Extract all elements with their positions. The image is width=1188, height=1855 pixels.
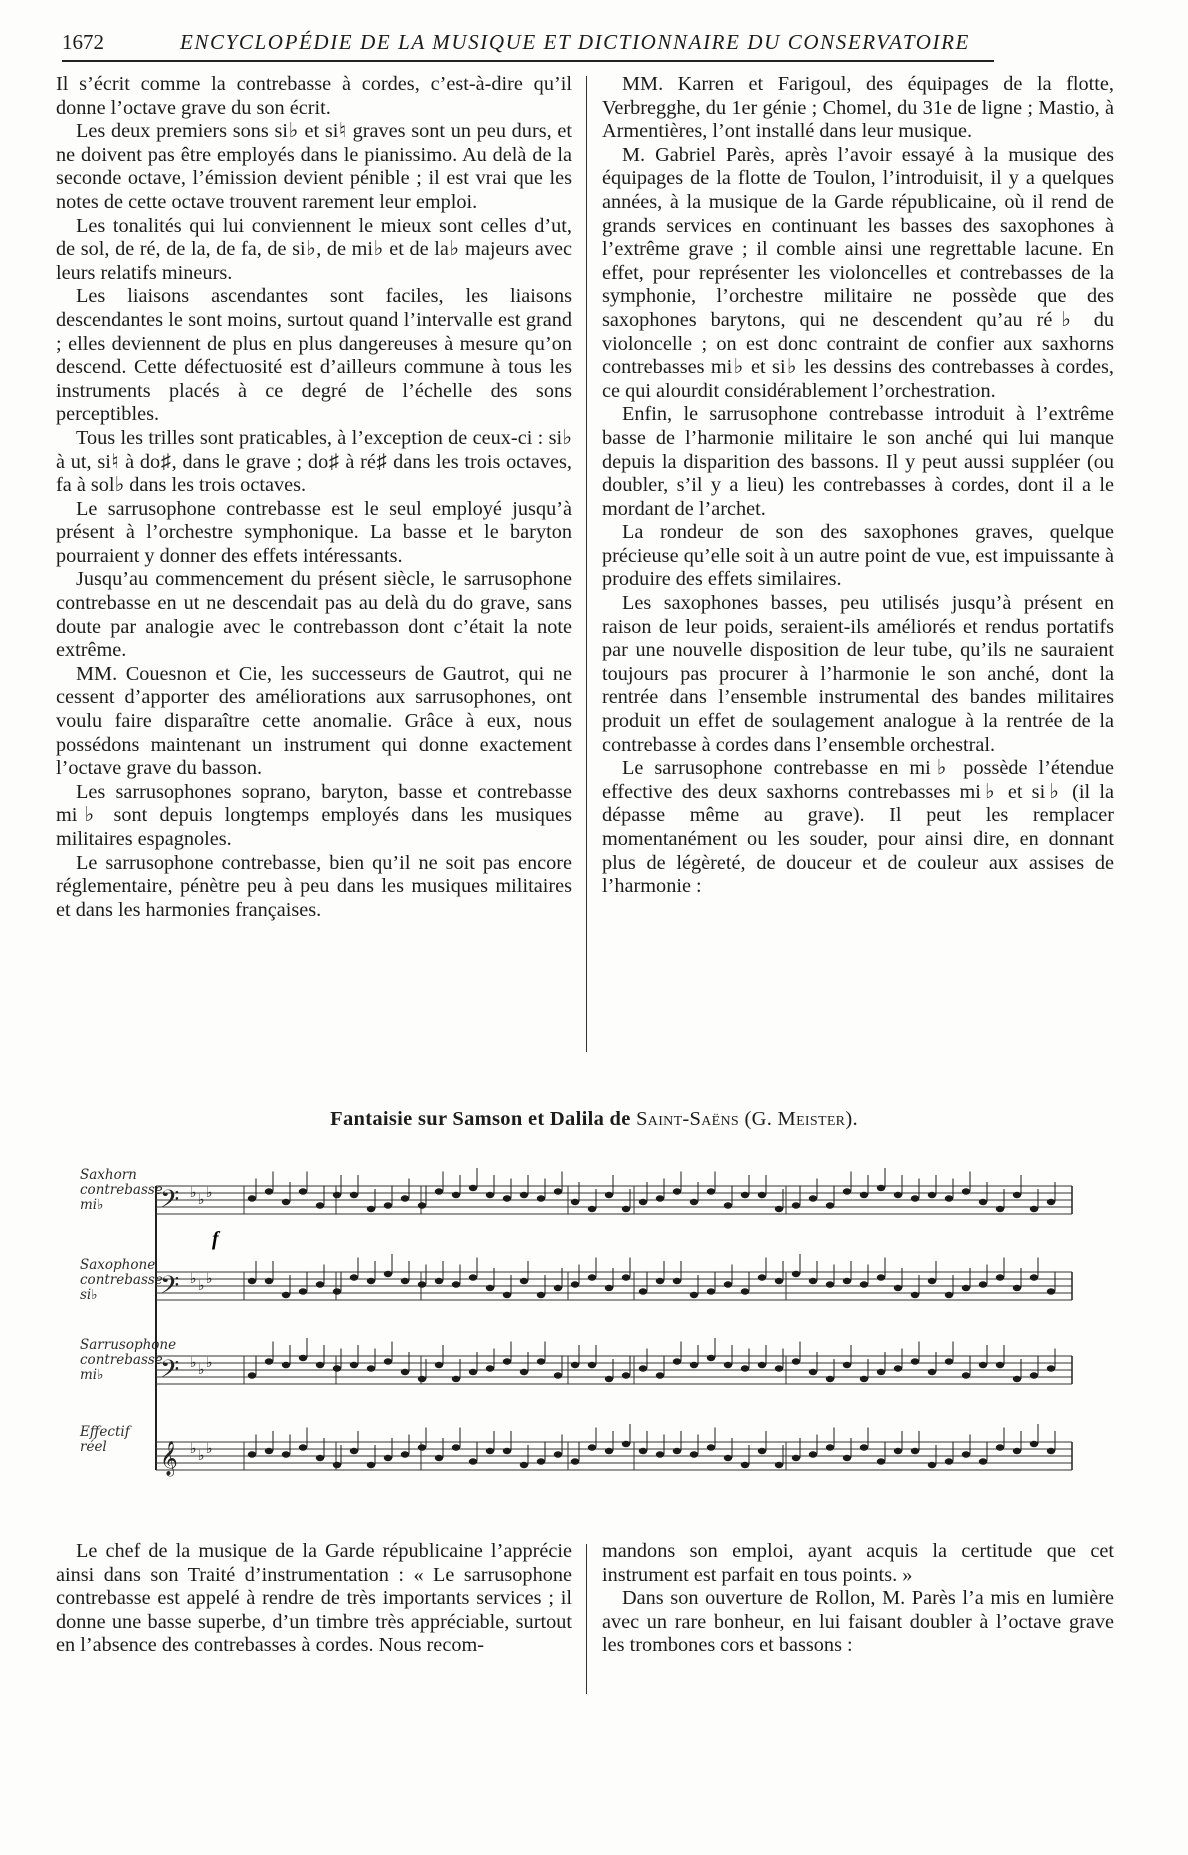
paragraph: Tous les trilles sont praticables, à l’exception de ceux-ci : si♭ à ut, si♮ à do♯, dans le grave ; do♯ à ré♯ dans les trois octaves, fa à sol♭ dans les trois octaves. <box>56 426 572 497</box>
paragraph: Les tonalités qui lui conviennent le mieux sont celles d’ut, de sol, de ré, de la, de fa, de si♭, de mi♭ et de la♭ majeurs avec leurs relatifs mineurs. <box>56 214 572 284</box>
notehead <box>384 1271 392 1277</box>
notehead <box>316 1202 324 1208</box>
notehead <box>911 1448 919 1454</box>
notehead <box>911 1195 919 1201</box>
notehead <box>367 1365 375 1371</box>
notehead <box>435 1455 443 1461</box>
notehead <box>775 1365 783 1371</box>
notehead <box>605 1376 613 1382</box>
notehead <box>860 1444 868 1450</box>
column-divider <box>586 1544 587 1694</box>
notehead <box>520 1369 528 1375</box>
notehead <box>452 1376 460 1382</box>
clef-glyph: 𝄢 <box>160 1271 180 1306</box>
notehead <box>724 1281 732 1287</box>
flat-glyph: ♭ <box>206 1185 213 1201</box>
notehead <box>520 1278 528 1284</box>
notehead <box>1047 1365 1055 1371</box>
notehead <box>962 1372 970 1378</box>
notehead <box>911 1358 919 1364</box>
notehead <box>486 1448 494 1454</box>
notehead <box>945 1458 953 1464</box>
page-header <box>62 26 994 62</box>
notehead <box>333 1462 341 1468</box>
paragraph: Les saxophones basses, peu utilisés jusqu’à présent en raison de leur poids, seraient-ils améliorés et rendus portatifs par une nouvelle disposition de leur tube, qu’ils ne sauraient toujours pas procurer à l’harmonie le son anché, dont la rentrée dans l’ensemble instrumental des bandes militaires produit un effet de soulagement analogue à la rentrée de la contrebasse à cordes dans l’ensemble orchestral. <box>602 592 1114 756</box>
notehead <box>894 1448 902 1454</box>
notehead <box>469 1274 477 1280</box>
notehead <box>707 1188 715 1194</box>
paragraph: Les liaisons ascendantes sont faciles, les liaisons descendantes le sont moins, surtout quand l’intervalle est grand ; elles deviennent de plus en plus dangereuses à mesure qu’on descend. Cette défectuosité est d’ailleurs commune à tous les instruments placés à ce degré de l’échelle des sons perceptibles. <box>56 285 572 426</box>
instrument-label: Saxophone contrebasse si♭ <box>80 1257 163 1303</box>
notehead <box>452 1192 460 1198</box>
notehead <box>469 1458 477 1464</box>
notehead <box>571 1458 579 1464</box>
notehead <box>809 1195 817 1201</box>
notehead <box>809 1369 817 1375</box>
notehead <box>486 1285 494 1291</box>
bottom-right-column <box>602 1540 1114 1658</box>
score-composer: Saint-Saëns <box>636 1108 740 1130</box>
notehead <box>707 1444 715 1450</box>
flat-glyph: ♭ <box>198 1278 205 1294</box>
left-column <box>56 73 572 922</box>
notehead <box>571 1281 579 1287</box>
flat-glyph: ♭ <box>206 1441 213 1457</box>
notehead <box>826 1444 834 1450</box>
notehead <box>792 1455 800 1461</box>
notehead <box>418 1202 426 1208</box>
flat-glyph: ♭ <box>190 1441 197 1457</box>
notehead <box>605 1448 613 1454</box>
notehead <box>945 1292 953 1298</box>
notehead <box>435 1278 443 1284</box>
notehead <box>333 1192 341 1198</box>
notehead <box>656 1195 664 1201</box>
notehead <box>299 1188 307 1194</box>
paragraph: La rondeur de son des saxophones graves, quelque précieuse qu’elle soit à un autre point de vue, est impuissante à produire des effets similaires. <box>602 521 1114 591</box>
notehead <box>248 1195 256 1201</box>
instrument-label: Sarrusophone contrebasse mi♭ <box>80 1337 177 1383</box>
notehead <box>724 1202 732 1208</box>
notehead <box>469 1369 477 1375</box>
notehead <box>707 1288 715 1294</box>
notehead <box>503 1292 511 1298</box>
notehead <box>1030 1441 1038 1447</box>
notehead <box>401 1278 409 1284</box>
score-caption <box>0 1108 1188 1131</box>
notehead <box>1047 1288 1055 1294</box>
notehead <box>503 1195 511 1201</box>
notehead <box>656 1278 664 1284</box>
notehead <box>1013 1285 1021 1291</box>
notehead <box>265 1448 273 1454</box>
notehead <box>758 1274 766 1280</box>
notehead <box>299 1288 307 1294</box>
paragraph: Enfin, le sarrusophone contrebasse introduit à l’extrême basse de l’harmonie militaire le son anché qui lui manque depuis la disparition des bassons. Il y peut aussi suppléer (ou doubler, s’il y a lieu) les contrebasses à cordes, dont il a le mordant de l’archet. <box>602 403 1114 520</box>
notehead <box>401 1369 409 1375</box>
notehead <box>333 1365 341 1371</box>
notehead <box>639 1448 647 1454</box>
notehead <box>758 1192 766 1198</box>
notehead <box>1013 1448 1021 1454</box>
right-column <box>602 73 1114 899</box>
notehead <box>588 1362 596 1368</box>
notehead <box>894 1285 902 1291</box>
notehead <box>1030 1274 1038 1280</box>
notehead <box>996 1444 1004 1450</box>
notehead <box>316 1281 324 1287</box>
clef-glyph: 𝄢 <box>160 1355 180 1390</box>
notehead <box>435 1188 443 1194</box>
score-staves <box>66 1160 1086 1490</box>
notehead <box>639 1288 647 1294</box>
notehead <box>979 1362 987 1368</box>
notehead <box>775 1278 783 1284</box>
notehead <box>537 1292 545 1298</box>
notehead <box>996 1206 1004 1212</box>
notehead <box>571 1199 579 1205</box>
notehead <box>826 1202 834 1208</box>
notehead <box>979 1199 987 1205</box>
clef-glyph: 𝄢 <box>160 1185 180 1220</box>
paragraph: Jusqu’au commencement du présent siècle, le sarrusophone contrebasse en ut ne descendait pas au delà du do grave, sans doute par analogie avec le contrebasson dont c’était la note extrême. <box>56 568 572 662</box>
notehead <box>316 1362 324 1368</box>
notehead <box>673 1188 681 1194</box>
notehead <box>588 1444 596 1450</box>
notehead <box>537 1195 545 1201</box>
notehead <box>605 1192 613 1198</box>
notehead <box>435 1362 443 1368</box>
notehead <box>282 1451 290 1457</box>
notehead <box>758 1448 766 1454</box>
notehead <box>1047 1199 1055 1205</box>
notehead <box>690 1292 698 1298</box>
notehead <box>299 1444 307 1450</box>
notehead <box>469 1185 477 1191</box>
notehead <box>605 1285 613 1291</box>
notehead <box>741 1192 749 1198</box>
paragraph: Il s’écrit comme la contrebasse à cordes, c’est-à-dire qu’il donne l’octave grave du son écrit. <box>56 73 572 119</box>
instrument-label: Saxhorn contrebasse mi♭ <box>80 1167 163 1213</box>
notehead <box>452 1444 460 1450</box>
notehead <box>792 1358 800 1364</box>
notehead <box>741 1288 749 1294</box>
notehead <box>877 1369 885 1375</box>
notehead <box>367 1462 375 1468</box>
notehead <box>282 1292 290 1298</box>
notehead <box>350 1274 358 1280</box>
notehead <box>520 1192 528 1198</box>
paragraph: Le chef de la musique de la Garde républicaine l’apprécie ainsi dans son Traité d’instrumentation : « Le sarrusophone contrebasse est appelé à rendre de très importants services ; il donne une basse superbe, d’un timbre très appréciable, surtout en l’absence des contrebasses à cordes. Nous recom- <box>56 1540 572 1657</box>
flat-glyph: ♭ <box>206 1355 213 1371</box>
paragraph: Dans son ouverture de Rollon, M. Parès l’a mis en lumière avec un rare bonheur, en lui faisant doubler à l’octave grave les trombones cors et bassons : <box>602 1587 1114 1657</box>
notehead <box>843 1455 851 1461</box>
notehead <box>554 1285 562 1291</box>
notehead <box>622 1441 630 1447</box>
notehead <box>367 1206 375 1212</box>
notehead <box>962 1285 970 1291</box>
notehead <box>401 1451 409 1457</box>
notehead <box>894 1192 902 1198</box>
music-score <box>66 1160 1086 1490</box>
notehead <box>418 1281 426 1287</box>
notehead <box>367 1278 375 1284</box>
notehead <box>384 1358 392 1364</box>
notehead <box>588 1274 596 1280</box>
notehead <box>928 1462 936 1468</box>
notehead <box>741 1365 749 1371</box>
page-number: 1672 <box>62 30 104 54</box>
flat-glyph: ♭ <box>190 1355 197 1371</box>
notehead <box>656 1372 664 1378</box>
paragraph: mandons son emploi, ayant acquis la certitude que cet instrument est parfait en tous points. » <box>602 1540 1114 1586</box>
notehead <box>792 1271 800 1277</box>
notehead <box>775 1462 783 1468</box>
notehead <box>894 1365 902 1371</box>
notehead <box>1013 1376 1021 1382</box>
notehead <box>673 1278 681 1284</box>
notehead <box>979 1281 987 1287</box>
notehead <box>962 1451 970 1457</box>
notehead <box>792 1202 800 1208</box>
dynamic-forte: f <box>212 1228 219 1250</box>
notehead <box>826 1376 834 1382</box>
paragraph: Le sarrusophone contrebasse en mi♭ possède l’étendue effective des deux saxhorns contrebasses mi♭ et si♭ (il la dépasse même au grave). Il peut les remplacer momentanément ou les souder, pour ainsi dire, en donnant plus de légèreté, de douceur et de couleur aux assises de l’harmonie : <box>602 757 1114 898</box>
notehead <box>299 1355 307 1361</box>
instrument-label: Effectif réel <box>80 1424 130 1455</box>
notehead <box>537 1358 545 1364</box>
notehead <box>333 1288 341 1294</box>
paragraph: Le sarrusophone contrebasse est le seul employé jusqu’à présent à l’orchestre symphonique. La basse et le baryton pourraient y donner des effets intéressants. <box>56 497 572 567</box>
notehead <box>622 1206 630 1212</box>
notehead <box>384 1455 392 1461</box>
notehead <box>520 1462 528 1468</box>
notehead <box>945 1358 953 1364</box>
notehead <box>928 1369 936 1375</box>
notehead <box>282 1362 290 1368</box>
notehead <box>724 1362 732 1368</box>
notehead <box>673 1358 681 1364</box>
flat-glyph: ♭ <box>198 1448 205 1464</box>
paragraph: MM. Karren et Farigoul, des équipages de la flotte, Verbregghe, du 1er génie ; Chomel, du 31e de ligne ; Mastio, à Armentières, l’ont installé dans leur musique. <box>602 73 1114 143</box>
notehead <box>1013 1192 1021 1198</box>
notehead <box>877 1185 885 1191</box>
notehead <box>265 1278 273 1284</box>
notehead <box>503 1448 511 1454</box>
notehead <box>265 1358 273 1364</box>
notehead <box>571 1362 579 1368</box>
notehead <box>690 1199 698 1205</box>
notehead <box>1047 1448 1055 1454</box>
notehead <box>282 1199 290 1205</box>
notehead <box>877 1458 885 1464</box>
notehead <box>928 1192 936 1198</box>
flat-glyph: ♭ <box>198 1362 205 1378</box>
score-arranger: (G. Meister). <box>744 1108 858 1130</box>
notehead <box>741 1462 749 1468</box>
notehead <box>690 1362 698 1368</box>
notehead <box>248 1372 256 1378</box>
notehead <box>843 1188 851 1194</box>
notehead <box>843 1362 851 1368</box>
notehead <box>860 1281 868 1287</box>
notehead <box>945 1195 953 1201</box>
notehead <box>911 1292 919 1298</box>
notehead <box>673 1448 681 1454</box>
notehead <box>418 1376 426 1382</box>
notehead <box>707 1355 715 1361</box>
notehead <box>537 1458 545 1464</box>
notehead <box>418 1444 426 1450</box>
notehead <box>860 1376 868 1382</box>
notehead <box>962 1188 970 1194</box>
paragraph: Les deux premiers sons si♭ et si♮ graves sont un peu durs, et ne doivent pas être employés dans le pianissimo. Au delà de la seconde octave, l’émission devient pénible ; il est vrai que les notes de cette octave trouvent rarement leur emploi. <box>56 120 572 213</box>
notehead <box>384 1202 392 1208</box>
notehead <box>316 1455 324 1461</box>
notehead <box>724 1455 732 1461</box>
bottom-left-column <box>56 1540 572 1658</box>
notehead <box>1030 1206 1038 1212</box>
flat-glyph: ♭ <box>198 1192 205 1208</box>
notehead <box>248 1451 256 1457</box>
notehead <box>639 1199 647 1205</box>
notehead <box>452 1281 460 1287</box>
notehead <box>622 1274 630 1280</box>
running-title: ENCYCLOPÉDIE DE LA MUSIQUE ET DICTIONNAIRE DU CONSERVATOIRE <box>180 30 970 54</box>
notehead <box>758 1362 766 1368</box>
notehead <box>690 1451 698 1457</box>
flat-glyph: ♭ <box>190 1185 197 1201</box>
notehead <box>928 1278 936 1284</box>
notehead <box>639 1365 647 1371</box>
notehead <box>996 1362 1004 1368</box>
paragraph: Le sarrusophone contrebasse, bien qu’il ne soit pas encore réglementaire, pénètre peu à peu dans les musiques militaires et dans les harmonies françaises. <box>56 851 572 921</box>
notehead <box>486 1365 494 1371</box>
notehead <box>843 1278 851 1284</box>
flat-glyph: ♭ <box>190 1271 197 1287</box>
notehead <box>248 1278 256 1284</box>
notehead <box>1030 1372 1038 1378</box>
notehead <box>554 1188 562 1194</box>
paragraph: Les sarrusophones soprano, baryton, basse et contrebasse mi♭ sont depuis longtemps employés dans les musiques militaires espagnoles. <box>56 780 572 850</box>
notehead <box>809 1278 817 1284</box>
notehead <box>350 1448 358 1454</box>
notehead <box>860 1192 868 1198</box>
notehead <box>503 1358 511 1364</box>
notehead <box>979 1458 987 1464</box>
score-title: Fantaisie sur Samson et Dalila de <box>330 1108 631 1130</box>
notehead <box>588 1206 596 1212</box>
column-divider <box>586 76 587 1052</box>
notehead <box>350 1192 358 1198</box>
notehead <box>554 1451 562 1457</box>
notehead <box>486 1192 494 1198</box>
clef-glyph: 𝄞 <box>160 1441 178 1476</box>
paragraph: MM. Couesnon et Cie, les successeurs de Gautrot, qui ne cessent d’apporter des améliorations aux sarrusophones, ont voulu faire disparaître cette anomalie. Grâce à eux, nous possédons maintenant un instrument qui donne exactement l’octave grave du basson. <box>56 662 572 780</box>
paragraph: M. Gabriel Parès, après l’avoir essayé à la musique des équipages de la flotte de Toulon, l’introduisit, il y a quelques années, à la musique de la Garde républicaine, où il rend de grands services en continuant les basses des saxophones à l’extrême grave ; il comble ainsi une regrettable lacune. En effet, pour représenter les violoncelles et contrebasses de la symphonie, l’orchestre militaire ne possède que des saxophones barytons, qui ne descendent qu’au ré♭ du violoncelle ; on est donc contraint de confier aux saxhorns contrebasses mi♭ et si♭ les dessins des contrebasses à cordes, ce qui alourdit considérablement l’orchestration. <box>602 143 1114 402</box>
notehead <box>401 1195 409 1201</box>
flat-glyph: ♭ <box>206 1271 213 1287</box>
notehead <box>265 1188 273 1194</box>
notehead <box>877 1274 885 1280</box>
notehead <box>996 1274 1004 1280</box>
notehead <box>826 1281 834 1287</box>
notehead <box>350 1362 358 1368</box>
notehead <box>775 1206 783 1212</box>
notehead <box>622 1372 630 1378</box>
notehead <box>554 1372 562 1378</box>
notehead <box>809 1451 817 1457</box>
notehead <box>656 1451 664 1457</box>
